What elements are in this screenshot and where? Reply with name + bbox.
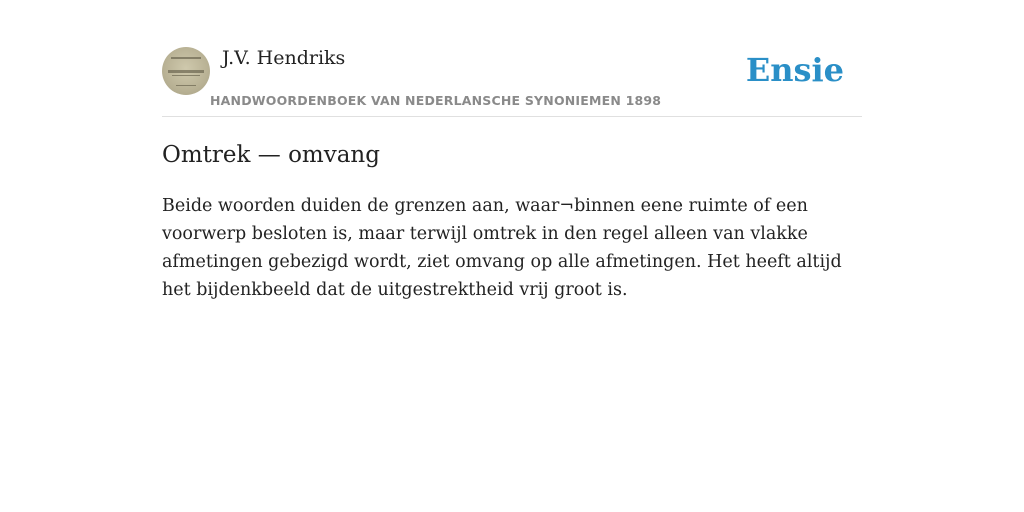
author-avatar[interactable] (162, 47, 210, 95)
brand-logo[interactable]: Ensie (745, 51, 844, 89)
entry-title: Omtrek — omvang (162, 142, 380, 168)
author-name[interactable]: J.V. Hendriks (222, 47, 346, 69)
entry-text: Beide woorden duiden de grenzen aan, waar¬binnen eene ruimte of een voorwerp besloten is, maar terwijl omtrek in den regel alleen van vlakke afmetingen gebezigd wordt, ziet omvang op alle afmetingen. Het heeft altijd het bijdenkbeeld dat de uitgestrektheid vrij groot is. (162, 196, 842, 300)
source-title[interactable]: HANDWOORDENBOEK VAN NEDERLANSCHE SYNONIEMEN 1898 (210, 93, 662, 108)
header (162, 0, 862, 117)
